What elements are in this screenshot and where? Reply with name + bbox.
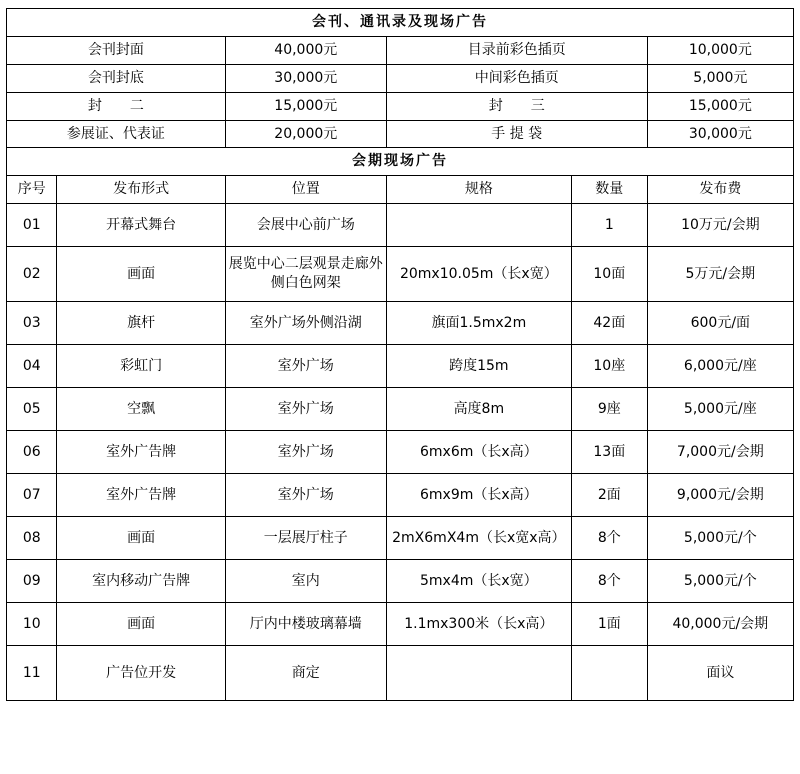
cell-spec: 旗面1.5mx2m bbox=[386, 302, 571, 345]
cell-form: 画面 bbox=[57, 247, 225, 302]
cell-location: 展览中心二层观景走廊外侧白色网架 bbox=[225, 247, 386, 302]
table-row bbox=[7, 204, 794, 247]
cell-form: 室内移动广告牌 bbox=[57, 560, 225, 603]
cell-qty: 10座 bbox=[571, 345, 647, 388]
cell-location: 厅内中楼玻璃幕墙 bbox=[225, 603, 386, 646]
cell-fee: 600元/面 bbox=[647, 302, 793, 345]
cell-fee: 5,000元/个 bbox=[647, 517, 793, 560]
cell-qty: 9座 bbox=[571, 388, 647, 431]
cell-no: 04 bbox=[7, 345, 57, 388]
column-header-spec: 规格 bbox=[386, 176, 571, 204]
print-ad-price: 40,000元 bbox=[225, 36, 386, 64]
cell-qty bbox=[571, 646, 647, 701]
cell-spec: 20mx10.05m（长x宽） bbox=[386, 247, 571, 302]
column-header-qty: 数量 bbox=[571, 176, 647, 204]
cell-qty: 13面 bbox=[571, 431, 647, 474]
table-row bbox=[7, 247, 794, 302]
cell-fee: 5,000元/个 bbox=[647, 560, 793, 603]
table-row bbox=[7, 92, 794, 120]
table-row bbox=[7, 120, 794, 148]
table-row bbox=[7, 36, 794, 64]
print-ad-price: 30,000元 bbox=[647, 120, 793, 148]
print-ad-item: 手 提 袋 bbox=[386, 120, 647, 148]
cell-fee: 面议 bbox=[647, 646, 793, 701]
cell-no: 10 bbox=[7, 603, 57, 646]
cell-fee: 9,000元/会期 bbox=[647, 474, 793, 517]
cell-no: 03 bbox=[7, 302, 57, 345]
cell-fee: 5万元/会期 bbox=[647, 247, 793, 302]
cell-no: 02 bbox=[7, 247, 57, 302]
print-ad-price: 15,000元 bbox=[225, 92, 386, 120]
cell-form: 室外广告牌 bbox=[57, 431, 225, 474]
table-row bbox=[7, 474, 794, 517]
table-row-subtitle bbox=[7, 148, 794, 176]
cell-form: 彩虹门 bbox=[57, 345, 225, 388]
table-row bbox=[7, 64, 794, 92]
table-row-title bbox=[7, 9, 794, 37]
cell-spec: 5mx4m（长x宽） bbox=[386, 560, 571, 603]
cell-fee: 10万元/会期 bbox=[647, 204, 793, 247]
cell-location: 商定 bbox=[225, 646, 386, 701]
cell-spec: 6mx6m（长x高） bbox=[386, 431, 571, 474]
cell-fee: 7,000元/会期 bbox=[647, 431, 793, 474]
page-title: 会刊、通讯录及现场广告 bbox=[7, 9, 794, 37]
column-header-location: 位置 bbox=[225, 176, 386, 204]
table-row bbox=[7, 603, 794, 646]
cell-form: 开幕式舞台 bbox=[57, 204, 225, 247]
cell-qty: 8个 bbox=[571, 517, 647, 560]
cell-form: 画面 bbox=[57, 603, 225, 646]
cell-spec: 6mx9m（长x高） bbox=[386, 474, 571, 517]
table-header-row bbox=[7, 176, 794, 204]
print-ad-item: 封 三 bbox=[386, 92, 647, 120]
print-ad-price: 20,000元 bbox=[225, 120, 386, 148]
cell-location: 室外广场外侧沿湖 bbox=[225, 302, 386, 345]
cell-location: 会展中心前广场 bbox=[225, 204, 386, 247]
cell-qty: 1面 bbox=[571, 603, 647, 646]
cell-location: 室外广场 bbox=[225, 474, 386, 517]
cell-qty: 1 bbox=[571, 204, 647, 247]
table-row bbox=[7, 560, 794, 603]
cell-no: 07 bbox=[7, 474, 57, 517]
cell-spec bbox=[386, 646, 571, 701]
cell-location: 室外广场 bbox=[225, 431, 386, 474]
print-ad-item: 中间彩色插页 bbox=[386, 64, 647, 92]
print-ad-price: 30,000元 bbox=[225, 64, 386, 92]
column-header-form: 发布形式 bbox=[57, 176, 225, 204]
cell-no: 06 bbox=[7, 431, 57, 474]
cell-fee: 40,000元/会期 bbox=[647, 603, 793, 646]
column-header-no: 序号 bbox=[7, 176, 57, 204]
print-ad-item: 会刊封底 bbox=[7, 64, 226, 92]
advertising-rate-table bbox=[6, 8, 794, 701]
cell-location: 室内 bbox=[225, 560, 386, 603]
table-row bbox=[7, 431, 794, 474]
cell-spec: 跨度15m bbox=[386, 345, 571, 388]
table-row bbox=[7, 388, 794, 431]
table-row bbox=[7, 517, 794, 560]
cell-no: 01 bbox=[7, 204, 57, 247]
column-header-fee: 发布费 bbox=[647, 176, 793, 204]
cell-fee: 5,000元/座 bbox=[647, 388, 793, 431]
cell-qty: 10面 bbox=[571, 247, 647, 302]
print-ad-item: 参展证、代表证 bbox=[7, 120, 226, 148]
cell-spec bbox=[386, 204, 571, 247]
table-row bbox=[7, 302, 794, 345]
print-ad-item: 封 二 bbox=[7, 92, 226, 120]
print-ad-price: 5,000元 bbox=[647, 64, 793, 92]
cell-no: 08 bbox=[7, 517, 57, 560]
cell-spec: 高度8m bbox=[386, 388, 571, 431]
table-row bbox=[7, 345, 794, 388]
cell-form: 空飘 bbox=[57, 388, 225, 431]
print-ad-price: 15,000元 bbox=[647, 92, 793, 120]
cell-form: 室外广告牌 bbox=[57, 474, 225, 517]
print-ad-item: 会刊封面 bbox=[7, 36, 226, 64]
section-title: 会期现场广告 bbox=[7, 148, 794, 176]
cell-location: 一层展厅柱子 bbox=[225, 517, 386, 560]
cell-location: 室外广场 bbox=[225, 345, 386, 388]
cell-no: 05 bbox=[7, 388, 57, 431]
cell-spec: 1.1mx300米（长x高） bbox=[386, 603, 571, 646]
cell-qty: 42面 bbox=[571, 302, 647, 345]
cell-qty: 2面 bbox=[571, 474, 647, 517]
cell-fee: 6,000元/座 bbox=[647, 345, 793, 388]
table-row bbox=[7, 646, 794, 701]
print-ad-item: 目录前彩色插页 bbox=[386, 36, 647, 64]
cell-form: 广告位开发 bbox=[57, 646, 225, 701]
print-ad-price: 10,000元 bbox=[647, 36, 793, 64]
cell-no: 11 bbox=[7, 646, 57, 701]
cell-location: 室外广场 bbox=[225, 388, 386, 431]
cell-no: 09 bbox=[7, 560, 57, 603]
cell-form: 画面 bbox=[57, 517, 225, 560]
cell-spec: 2mX6mX4m（长x宽x高） bbox=[386, 517, 571, 560]
cell-qty: 8个 bbox=[571, 560, 647, 603]
cell-form: 旗杆 bbox=[57, 302, 225, 345]
